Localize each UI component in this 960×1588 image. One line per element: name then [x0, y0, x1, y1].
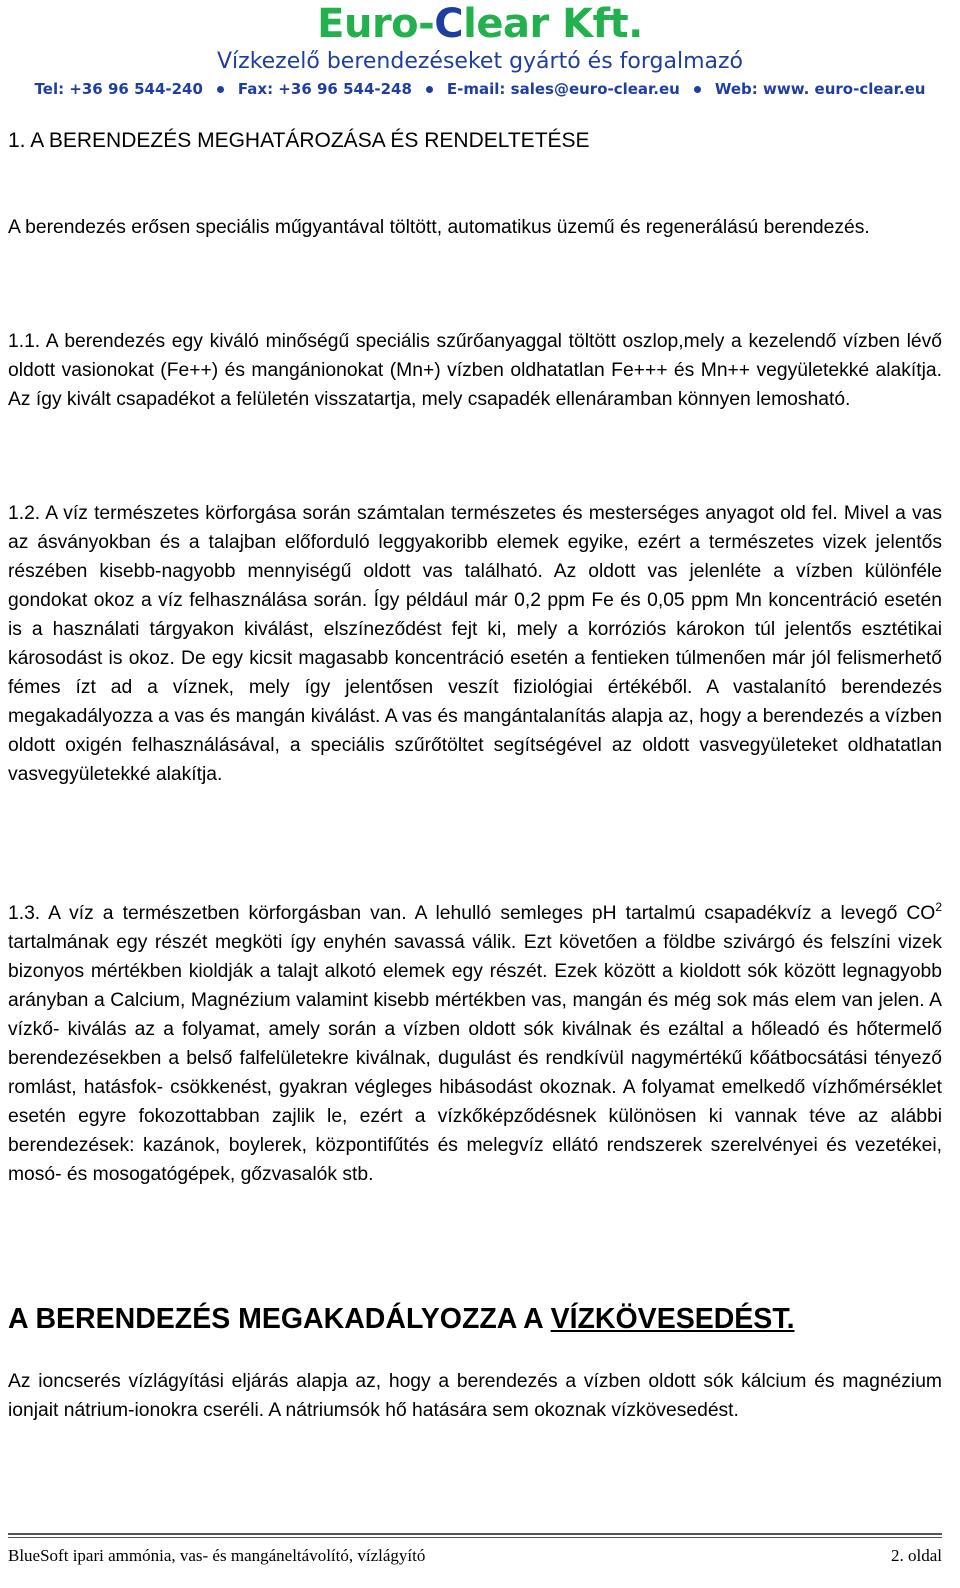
paragraph-1-2: 1.2. A víz természetes körforgása során számtalan természetes és mesterséges anyagot old fel. Mivel a vas az ásványokban és a talajban előforduló leggyakoribb elemek egyike, ezért a természetes vizek jelentős részében kisebb-nagyobb mennyiségű oldott vas található. Az oldott vas jelenléte a vízben különféle gondokat okoz a víz felhasználása során. Így például már 0,2 ppm Fe és 0,05 ppm Mn koncentráció esetén is a használati tárgyakon kiválást, elszíneződést fejt ki, mely a korróziós károkon túl jelentős esztétikai károsodást is okoz. De egy kicsit magasabb koncentráció esetén a fentieken túlmenően már jól felismerhető fémes ízt ad a víznek, mely így jelentősen veszít fiziológiai értékéből. A vastalanító berendezés megakadályozza a vas és mangán kiválást. A vas és mangántalanítás alapja az, hogy a berendezés a vízben oldott oxigén felhasználásával, a speciális szűrőtöltet segítségével az oldott vasvegyületeket oldhatatlan vasvegyületekké alakítja.: [8, 503, 942, 785]
bullet-dot-icon: [217, 86, 224, 93]
emphasis-heading: A BERENDEZÉS MEGAKADÁLYOZZA A VÍZKÖVESEDÉST.: [8, 1303, 795, 1335]
footer-divider: [8, 1537, 942, 1538]
paragraph-1-1: 1.1. A berendezés egy kiváló minőségű speciális szűrőanyaggal töltött oszlop,mely a kezelendő vízben lévő oldott vasionokat (Fe++) és mangánionokat (Mn+) vízben oldhatatlan Fe+++ és Mn++ vegyületekké alakítja. Az így kivált csapadékot a felületén visszatartja, mely csapadék ellenáramban könnyen lemosható.: [8, 331, 942, 410]
page-number: 2. oldal: [891, 1546, 942, 1565]
email-address: E-mail: sales@euro-clear.eu: [446, 80, 680, 98]
ion-exchange-paragraph: Az ioncserés vízlágyítási eljárás alapja az, hogy a berendezés a vízben oldott sók kálcium és magnézium ionjait nátrium-ionokra cseréli. A nátriumsók hő hatására sem okoznak vízkövesedést.: [8, 1371, 942, 1421]
intro-paragraph: A berendezés erősen speciális műgyantával töltött, automatikus üzemű és regenerálású berendezés.: [8, 217, 870, 238]
website-address: Web: www. euro-clear.eu: [714, 80, 926, 98]
bullet-dot-icon: [426, 86, 433, 93]
company-subtitle: Vízkezelő berendezéseket gyártó és forgalmazó: [216, 49, 743, 74]
section-title: 1. A BERENDEZÉS MEGHATÁROZÁSA ÉS RENDELTETÉSE: [8, 129, 590, 152]
subscript-two: 2: [935, 900, 942, 914]
company-logo-text: Euro-Clear Kft.: [317, 1, 643, 47]
phone-number: Tel: +36 96 544-240: [34, 80, 203, 98]
paragraph-1-3: 1.3. A víz a természetben körforgásban van. A lehulló semleges pH tartalmú csapadékvíz a levegő $CO^2$ tartalmának egy részét megköti így enyhén savassá válik. Ezt követően a földbe szivárgó és felszíni vizek bizonyos mértékben kioldják a talajt alkotó elemek egy részét. Ezek között a kioldott sók között legnagyobb arányban a Calcium, Magnézium valamint kisebb mértékben vas, mangán és még sok más elem van jelen. A vízkő- kiválás az a folyamat, amely során a vízben oldott sók kiválnak és ezáltal a hőleadó és hőtermelő berendezésekben a belső falfelületekre kiválnak, dugulást és rendkívül nagymértékű kőátbocsátási tényező romlást, hatásfok- csökkenést, gyakran végleges hibásodást okoznak. A folyamat emelkedő vízhőmérséklet esetén egyre fokozottabban zajlik le, ezért a vízkőképződésnek különösen ki vannak téve az alábbi berendezések: kazánok, boylerek, központifűtés és melegvíz ellátó rendszerek szerelvényei és vezetékei, mosó- és mosogatógépek, gőzvasalók stb.: [8, 900, 942, 1185]
contact-line: [0, 78, 960, 100]
footer-product-name: BlueSoft ipari ammónia, vas- és mangáneltávolító, vízlágyító: [8, 1546, 426, 1565]
bullet-dot-icon: [694, 86, 701, 93]
footer-divider: [8, 1533, 942, 1535]
fax-number: Fax: +36 96 544-248: [237, 80, 412, 98]
